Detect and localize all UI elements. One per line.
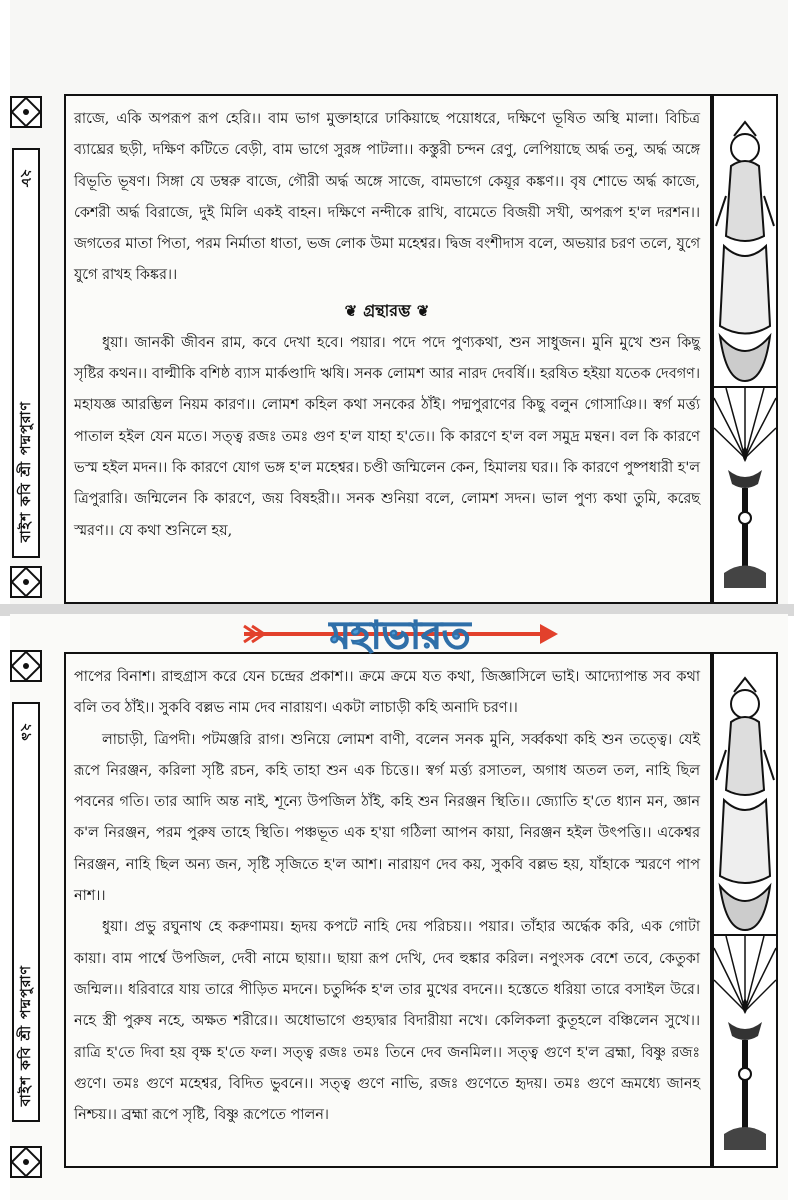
goddess-illustration: [714, 96, 776, 388]
verse-paragraph: ধুয়া। জানকী জীবন রাম, কবে দেখা হবে। পয়ার। পদে পদে পুণ্যকথা, শুন সাধুজন। মুনি মুখে শুন কিছু সৃষ্টির কথন।। বাল্মীকি বশিষ্ঠ ব্যাস মার্কণ্ডাদি ঋষি। সনক লোমশ আর নারদ দেবর্ষি।। হরষিত হইয়া যতেক দেবগণ। মহাযজ্ঞ আরম্ভিল নিয়ম কারণ।। লোমশ কহিল কথা সনকের ঠাঁই। পদ্মপুরাণের কিছু বলুন গোসাঞি।। স্বর্গ মর্ত্ত্য পাতাল হইল যেন মতে। সত্ত্ব রজঃ তমঃ গুণ হ'ল যাহা হ'তে।। কি কারণে হ'ল বল সমুদ্র মন্থন। বল কি কারণে ভস্ম হইল মদন।। কি কারণে যোগ ভঙ্গ হ'ল মহেশ্বর। চণ্ডী জন্মিলেন কেন, হিমালয় ঘর।। কি কারণে পুষ্পধারী হ'ল ত্রিপুরারি। জন্মিলেন কি কারণে, জয় বিষহরী।। সনক শুনিয়া বলে, লোমশ সদন। ভাল পুণ্য কথা তুমি, করেছ স্মরণ।। যে কথা শুনিলে হয়,: [74, 334, 700, 539]
verse-paragraph: পাপের বিনাশ। রাহুগ্রাস করে যেন চন্দ্রের প্রকাশ।। ক্রমে ক্রমে যত কথা, জিজ্ঞাসিলে ভাই। আদ্যোপান্ত সব কথা বলি তব ঠাঁই।। সুকবি বল্লভ নাম দেব নারায়ণ। একটা লাচাড়ী কহি অনাদি চরণ।।: [74, 669, 700, 717]
watermark-text: মহাভারত: [329, 613, 471, 657]
page-number: ২৮: [18, 168, 34, 188]
goddess-illustration: [714, 654, 776, 936]
side-title-box: [12, 148, 40, 558]
text-body-bottom: [66, 654, 710, 1131]
illustration-column-top: [712, 94, 778, 604]
floral-icon: ❦: [416, 301, 430, 320]
corner-ornament-icon: [10, 566, 42, 598]
lamp-illustration: [714, 936, 776, 1166]
illustration-column-bottom: [712, 652, 778, 1168]
verse-paragraph: রাজে, একি অপরূপ রূপ হেরি।। বাম ভাগ মুক্তাহারে ঢাকিয়াছে পয়োধরে, দক্ষিণে ভূষিত অস্থি মালা। বিচিত্র ব্যাঘ্রের ছড়ী, দক্ষিণ কটিতে বেড়ী, বাম ভাগে সুরঙ্গ পাটলা।। কস্তুরী চন্দন রেণু, লেপিয়াছে অর্দ্ধ তনু, অর্দ্ধ অঙ্গে বিভূতি ভূষণ। সিঙ্গা যে ডম্বরু বাজে, গৌরী অর্দ্ধ অঙ্গে সাজে, বামভাগে কেয়ূর কঙ্কণ।। বৃষ শোভে অর্দ্ধ কাজে, কেশরী অর্দ্ধ বিরাজে, দুই মিলি একই বাহন। দক্ষিণে নন্দীকে রাখি, বামেতে বিজয়ী সখী, অপরূপ হ'ল দরশন।। জগতের মাতা পিতা, পরম নির্মাতা ধাতা, ভজ লোক উমা মহেশ্বর। দ্বিজ বংশীদাস বলে, অভয়ার চরণ তলে, যুগে যুগে রাখহ কিঙ্কর।।: [74, 111, 700, 284]
running-title: বাইশ কবি শ্রী পদ্মপুরাণ: [18, 964, 34, 1106]
corner-ornament-icon: [10, 1146, 42, 1178]
left-strip-top: [10, 96, 46, 596]
lamp-illustration: [714, 388, 776, 602]
text-frame-bottom: [64, 652, 712, 1168]
floral-icon: ❦: [344, 301, 358, 320]
text-frame-top: [64, 94, 712, 604]
corner-ornament-icon: [10, 96, 42, 128]
side-title-box: [12, 702, 40, 1122]
left-strip-bottom: [10, 650, 46, 1180]
section-heading: [74, 294, 700, 328]
running-title: বাইশ কবি শ্রী পদ্মপুরাণ: [18, 400, 34, 542]
verse-paragraph: ধুয়া। প্রভু রঘুনাথ হে করুণাময়। হৃদয় কপটে নাহি দেয় পরিচয়।। পয়ার। তাঁহার অর্দ্ধেক করি, এক গোটা কায়া। বাম পার্শ্বে উপজিল, দেবী নামে ছায়া।। ছায়া রূপ দেখি, দেব হুঙ্কার করিল। নপুংসক বেশে তবে, কেতুকা জন্মিল।। ধরিবারে যায় তারে পীড়িত মদনে। চতুর্দ্দিক হ'ল তার মুখের বদনে।। হস্তেতে ধরিয়া তারে বসাইল উরে। নহে স্ত্রী পুরুষ নহে, অক্ষত শরীরে।। অধোভাগে গুহ্যদ্বার বিদারীয়া নখে। কেলিকলা কুতূহলে বঞ্চিলেন সুখে।। রাত্রি হ'তে দিবা হয় বৃক্ষ হ'তে ফল। সত্ত্ব রজঃ তমঃ তিনে দেব জনমিল।। সত্ত্ব গুণে হ'ল ব্রহ্মা, বিষ্ণু রজঃ গুণে। তমঃ গুণে মহেশ্বর, বিদিত ভুবনে।। সত্ত্ব গুণে নাভি, রজঃ গুণেতে হৃদয়। তমঃ গুণে ভ্রূমধ্যে জানহ নিশ্চয়।। ব্রহ্মা রূপে সৃষ্টি, বিষ্ণু রূপেতে পালন।: [74, 919, 700, 1124]
verse-paragraph: লাচাড়ী, ত্রিপদী। পটমঞ্জরি রাগ। শুনিয়ে লোমশ বাণী, বলেন সনক মুনি, সর্ব্বকথা কহি শুন তত্ত্বে। যেই রূপে নিরঞ্জন, করিলা সৃষ্টি রচন, কহি তাহা শুন এক চিত্তে।। স্বর্গ মর্ত্ত্য রসাতল, অগাধ অতল তল, নাহি ছিল পবনের গতি। তার আদি অন্ত নাই, শূন্যে উপজিল ঠাঁই, কহি শুন নিরঞ্জন স্থিতি।। জ্যোতি হ'তে ধ্যান মন, জ্ঞান ক'ল নিরঞ্জন, পরম পুরুষ তাহে স্থিতি। পঞ্চভূত এক হ'য়া গঠিলা আপন কায়া, নিরঞ্জন হইল উৎপত্তি।। একেশ্বর নিরঞ্জন, নাহি ছিল অন্য জন, সৃষ্টি সৃজিতে হ'ল আশ। নারায়ণ দেব কয়, সুকবি বল্লভ হয়, যাঁহাকে স্মরণে পাপ নাশ।।: [74, 731, 700, 905]
section-heading-text: গ্রন্থারম্ভ: [363, 300, 411, 320]
text-body-top: [66, 96, 710, 547]
watermark-logo: [240, 598, 560, 670]
corner-ornament-icon: [10, 650, 42, 682]
page-number: ২৯: [18, 722, 34, 742]
